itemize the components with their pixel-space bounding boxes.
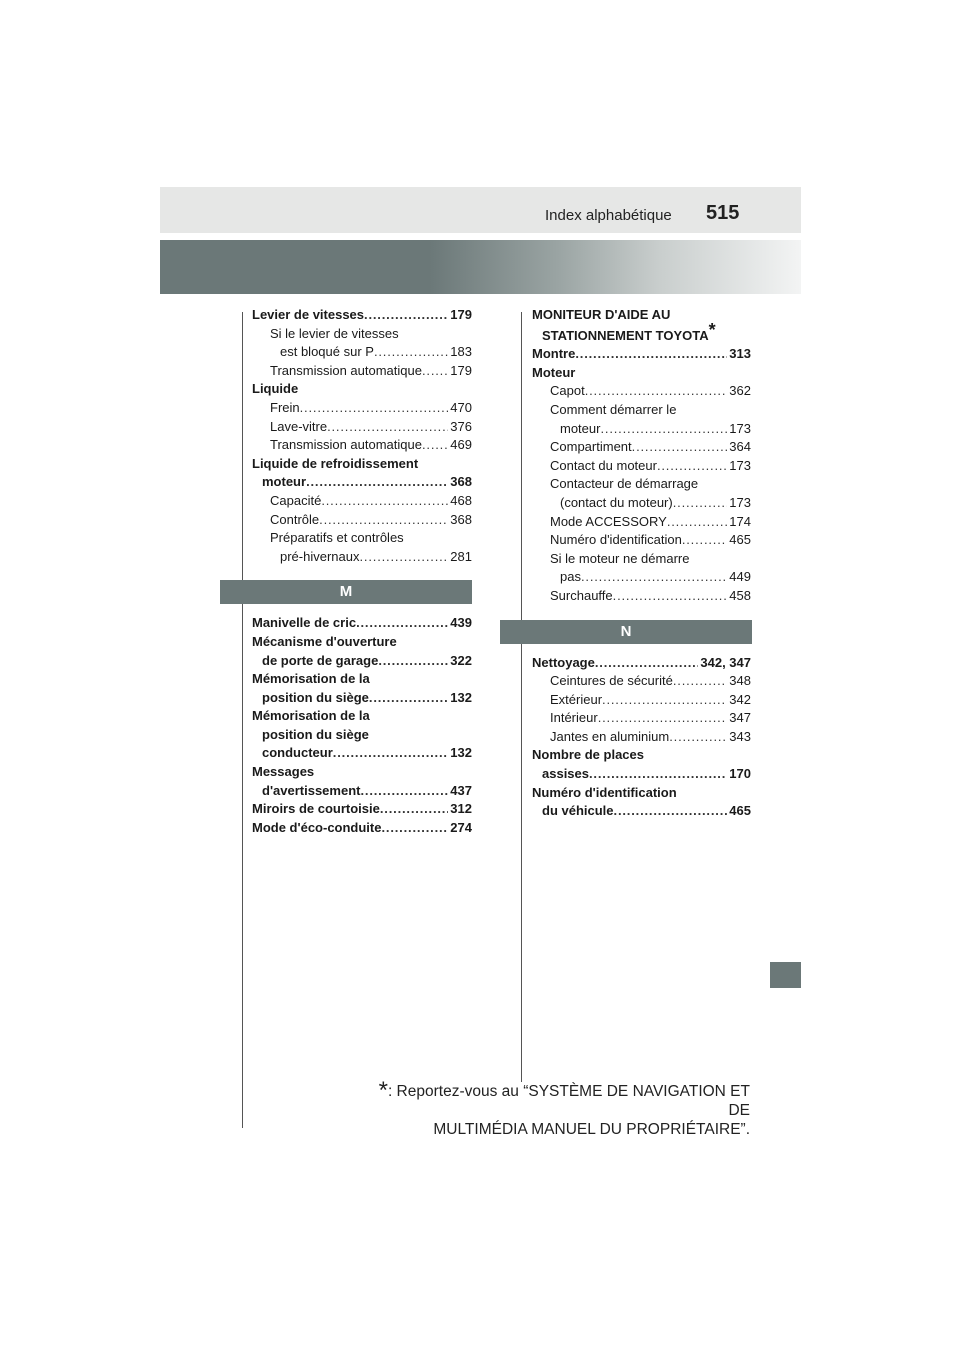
page-number: 515: [706, 202, 740, 224]
entry-page-number: 274: [450, 819, 472, 835]
index-entry: [252, 707, 472, 726]
entry-text: Frein: [270, 399, 300, 415]
entry-page-number: 342: [729, 691, 751, 707]
left-column: [252, 306, 472, 837]
entry-text: Surchauffe: [550, 587, 613, 603]
entry-text: Si le levier de vitesses: [270, 325, 399, 341]
entry-page-number: 469: [450, 437, 472, 453]
entry-text: pas: [560, 569, 581, 585]
entry-text: Mode ACCESSORY: [550, 513, 667, 529]
entry-text: Miroirs de courtoisie: [252, 801, 380, 817]
index-entry: [252, 670, 472, 689]
entry-text: assises: [542, 766, 589, 782]
entry-text: Mémorisation de la: [252, 708, 370, 724]
entry-text: Numéro d'identification: [550, 532, 682, 548]
page-title: Index alphabétique: [545, 207, 672, 224]
index-entry: [532, 654, 751, 673]
index-entry: [252, 529, 472, 548]
dot-leader: [300, 399, 449, 418]
entry-page-number: 179: [450, 307, 472, 322]
index-entry: [252, 455, 472, 474]
footnote-marker: *: [708, 319, 716, 340]
index-entry: [252, 614, 472, 633]
entry-page-number: 468: [450, 492, 472, 508]
footnote: [360, 1077, 750, 1139]
entry-text: Capacité: [270, 492, 322, 508]
index-entry: [532, 746, 751, 765]
dot-leader: [381, 819, 448, 838]
entry-page-number: 368: [450, 474, 472, 490]
index-entry: [532, 364, 751, 383]
index-entry: [532, 475, 751, 494]
index-entry: [252, 726, 472, 745]
index-group-m-entries: [252, 614, 472, 837]
index-entry: [532, 691, 751, 710]
index-entry: [252, 399, 472, 418]
index-entry: [532, 420, 751, 439]
entry-text: moteur: [262, 474, 307, 490]
footnote-line1: : Reportez-vous au “SYSTÈME DE NAVIGATION ET DE: [387, 1083, 750, 1119]
entry-page-number: 173: [729, 494, 751, 510]
entry-page-number: 183: [450, 344, 472, 360]
entry-page-number: 174: [729, 513, 751, 529]
entry-text: Contact du moteur: [550, 457, 657, 473]
index-entry: [532, 784, 751, 803]
entry-text: Intérieur: [550, 710, 598, 726]
entry-text: Moteur: [532, 364, 576, 380]
entry-text: conducteur: [262, 745, 333, 761]
dot-leader: [614, 802, 728, 821]
index-entry: [252, 633, 472, 652]
entry-text: Liquide: [252, 381, 299, 397]
index-entry: [252, 473, 472, 492]
entry-text: du véhicule: [542, 803, 614, 819]
dot-leader: [585, 382, 728, 401]
entry-text: Liquide de refroidissement: [252, 455, 419, 471]
dot-leader: [575, 345, 727, 364]
index-entry: [532, 568, 751, 587]
dot-leader: [327, 418, 448, 437]
entry-page-number: 449: [729, 569, 751, 585]
entry-page-number: 132: [450, 689, 472, 705]
entry-text: Mode d'éco-conduite: [252, 819, 382, 835]
entry-page-number: 437: [450, 782, 472, 798]
dot-leader: [669, 728, 727, 747]
dot-leader: [378, 652, 448, 671]
entry-page-number: 313: [729, 346, 751, 362]
right-column: [532, 306, 751, 821]
entry-page-number: 173: [729, 457, 751, 473]
entry-page-number: 364: [729, 439, 751, 455]
index-entry: [252, 763, 472, 782]
entry-page-number: 179: [450, 362, 472, 378]
entry-page-number: 362: [729, 383, 751, 399]
index-entry: [532, 438, 751, 457]
index-entry: [252, 652, 472, 671]
dot-leader: [380, 800, 448, 819]
index-entry: [252, 800, 472, 819]
entry-text: Levier de vitesses: [252, 307, 365, 322]
entry-page-number: 343: [729, 728, 751, 744]
entry-text: Contacteur de démarrage: [550, 476, 699, 492]
entry-page-number: 342, 347: [700, 654, 751, 670]
index-entry: [252, 492, 472, 511]
entry-page-number: 281: [450, 548, 472, 564]
dot-leader: [595, 654, 699, 673]
index-entry: [252, 325, 472, 344]
dot-leader: [581, 568, 727, 587]
entry-page-number: 439: [450, 615, 472, 631]
index-group-n-entries: [532, 654, 751, 821]
dot-leader: [369, 689, 448, 708]
entry-text: position du siège: [262, 726, 369, 742]
left-margin-rule: [242, 312, 243, 1128]
index-side-tab[interactable]: [770, 962, 801, 988]
index-entry: [532, 550, 751, 569]
entry-text: Compartiment: [550, 439, 632, 455]
index-entry: [532, 345, 751, 364]
entry-page-number: 132: [450, 745, 472, 761]
entry-text: Nombre de places: [532, 747, 644, 763]
entry-text: Mécanisme d'ouverture: [252, 633, 397, 649]
entry-text: Ceintures de sécurité: [550, 673, 673, 689]
entry-text: moteur: [560, 420, 601, 436]
entry-page-number: 173: [729, 420, 751, 436]
header-banner: [160, 240, 801, 294]
dot-leader: [360, 782, 448, 801]
entry-text: pré-hivernaux: [280, 548, 360, 564]
entry-text: Manivelle de cric: [252, 615, 357, 631]
index-entry: [532, 457, 751, 476]
entry-text: Capot: [550, 383, 585, 399]
dot-leader: [356, 614, 448, 633]
dot-leader: [673, 672, 727, 691]
index-entry: [252, 380, 472, 399]
entry-text: position du siège: [262, 689, 369, 705]
entry-text: Préparatifs et contrôles: [270, 530, 404, 546]
entry-page-number: 368: [450, 511, 472, 527]
dot-leader: [333, 744, 449, 763]
entry-text: Si le moteur ne démarre: [550, 550, 690, 566]
index-entry: [532, 531, 751, 550]
entry-text: Contrôle: [270, 511, 320, 527]
index-entry: [532, 709, 751, 728]
entry-text: Jantes en aluminium: [550, 728, 670, 744]
entry-text: (contact du moteur): [560, 494, 673, 510]
index-entry: [252, 548, 472, 567]
index-entry: [252, 418, 472, 437]
dot-leader: [321, 492, 448, 511]
dot-leader: [319, 511, 448, 530]
entry-page-number: 465: [729, 803, 751, 819]
entry-text: Lave-vitre: [270, 418, 328, 434]
entry-text: est bloqué sur P: [280, 344, 374, 360]
index-entry: [532, 672, 751, 691]
dot-leader: [360, 548, 449, 567]
dot-leader: [589, 765, 727, 784]
index-entry: [252, 343, 472, 362]
entry-text: Nettoyage: [532, 654, 595, 670]
column-divider-rule: [521, 312, 522, 1082]
index-entry: [532, 513, 751, 532]
index-entry: [252, 689, 472, 708]
entry-page-number: 470: [450, 399, 472, 415]
entry-text: Mémorisation de la: [252, 671, 370, 687]
index-group-l-entries: [252, 306, 472, 566]
index-entry: [532, 802, 751, 821]
dot-leader: [613, 587, 728, 606]
dot-leader: [673, 494, 728, 513]
index-entry-heading: [532, 306, 751, 325]
dot-leader: [682, 531, 727, 550]
entry-text: Transmission automatique: [270, 362, 422, 378]
header-bar: [160, 187, 801, 233]
index-entry: [252, 819, 472, 838]
entry-text: Numéro d'identification: [532, 784, 677, 800]
entry-page-number: 465: [729, 532, 751, 548]
dot-leader: [374, 343, 448, 362]
index-entry: [252, 511, 472, 530]
index-entry: [252, 782, 472, 801]
entry-text: Montre: [532, 346, 576, 362]
index-entry: [532, 382, 751, 401]
dot-leader: [602, 691, 727, 710]
entry-page-number: 170: [729, 766, 751, 782]
index-entry: [252, 362, 472, 381]
index-entry: [532, 494, 751, 513]
entry-page-number: 376: [450, 418, 472, 434]
dot-leader: [632, 438, 728, 457]
index-group-m-right-entries: [532, 345, 751, 605]
entry-text: Extérieur: [550, 691, 603, 707]
index-entry: [532, 728, 751, 747]
dot-leader: [600, 420, 727, 439]
section-header-n: N: [500, 620, 752, 644]
dot-leader: [598, 709, 728, 728]
dot-leader: [657, 457, 727, 476]
index-entry: [252, 436, 472, 455]
index-entry-heading: [532, 319, 751, 346]
index-entry: [252, 306, 472, 325]
dot-leader: [306, 473, 448, 492]
entry-page-number: 347: [729, 710, 751, 726]
section-header-m: M: [220, 580, 472, 604]
entry-text: MONITEUR D'AIDE AU: [532, 307, 671, 322]
entry-text: STATIONNEMENT TOYOTA: [542, 327, 709, 343]
entry-page-number: 348: [729, 673, 751, 689]
entry-page-number: 322: [450, 652, 472, 668]
index-entry: [532, 587, 751, 606]
dot-leader: [364, 306, 448, 325]
entry-text: de porte de garage: [262, 652, 379, 668]
footnote-line2: MULTIMÉDIA MANUEL DU PROPRIÉTAIRE”.: [433, 1121, 750, 1138]
index-entry: [532, 765, 751, 784]
entry-text: Comment démarrer le: [550, 401, 677, 417]
entry-text: Transmission automatique: [270, 437, 422, 453]
index-entry: [252, 744, 472, 763]
entry-text: d'avertissement: [262, 782, 361, 798]
index-entry: [532, 401, 751, 420]
entry-page-number: 312: [450, 801, 472, 817]
dot-leader: [422, 362, 448, 381]
dot-leader: [422, 436, 448, 455]
entry-text: Messages: [252, 764, 315, 780]
footnote-star: *: [378, 1077, 388, 1104]
entry-page-number: 458: [729, 587, 751, 603]
dot-leader: [667, 513, 727, 532]
